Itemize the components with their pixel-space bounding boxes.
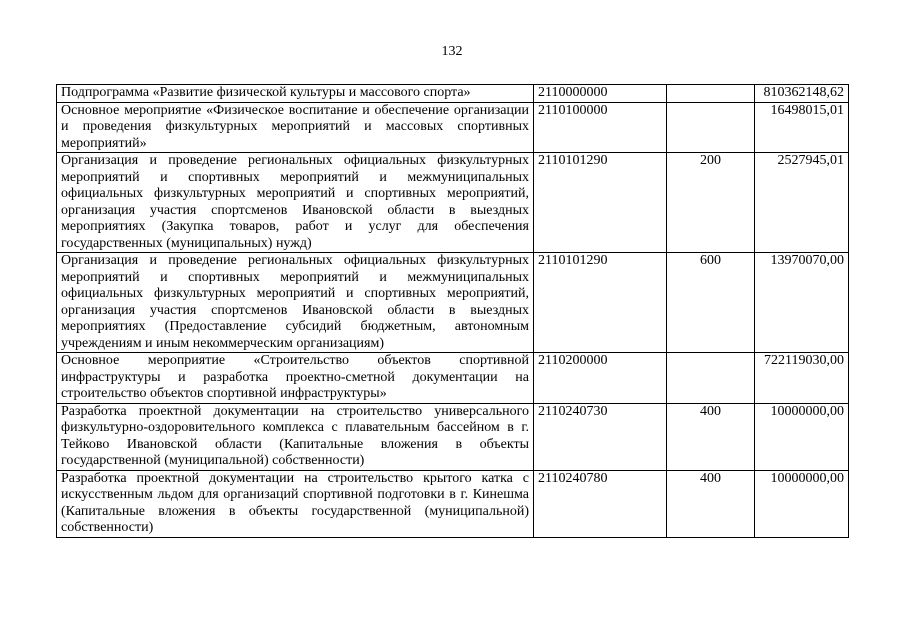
page-number: 132 (441, 44, 463, 59)
row-name: Организация и проведение региональных официальных физкультурных мероприятий и спортивных мероприятий и межмуниципальных официальных физкультурных мероприятий и спортивных мероприятий, организация участия спортсменов Ивановской области в выездных мероприятиях (Предоставление субсидий бюджетным, автономным учреждениям и иным некоммерческим организациям) (57, 253, 534, 353)
row-name: Организация и проведение региональных официальных физкультурных мероприятий и спортивных мероприятий и межмуниципальных официальных физкультурных мероприятий и спортивных мероприятий, организация участия спортсменов Ивановской области в выездных мероприятиях (Закупка товаров, работ и услуг для обеспечения государственных (муниципальных) нужд) (57, 153, 534, 253)
table-row (57, 153, 849, 253)
table-row (57, 85, 849, 103)
row-expense-type: 600 (667, 253, 755, 353)
row-amount: 10000000,00 (755, 403, 849, 470)
row-expense-type: 200 (667, 153, 755, 253)
table-row (57, 470, 849, 537)
row-name: Разработка проектной документации на строительство крытого катка с искусственным льдом для организаций спортивной подготовки в г. Кинешма (Капитальные вложения в объекты государственной (муниципальной) собственности) (57, 470, 534, 537)
row-code: 2110000000 (534, 85, 667, 103)
row-expense-type: 400 (667, 470, 755, 537)
row-name: Разработка проектной документации на строительство универсального физкультурно-оздоровительного комплекса с плавательным бассейном в г. Тейково Ивановской области (Капитальные вложения в объекты государственной (муниципальной) собственности) (57, 403, 534, 470)
table-row (57, 253, 849, 353)
row-amount: 10000000,00 (755, 470, 849, 537)
row-expense-type: 400 (667, 403, 755, 470)
row-code: 2110200000 (534, 353, 667, 404)
row-expense-type (667, 353, 755, 404)
row-amount: 16498015,01 (755, 102, 849, 153)
row-code: 2110101290 (534, 153, 667, 253)
table-row (57, 353, 849, 404)
budget-table (56, 84, 849, 538)
row-code: 2110240780 (534, 470, 667, 537)
row-amount: 2527945,01 (755, 153, 849, 253)
row-expense-type (667, 102, 755, 153)
table-row (57, 102, 849, 153)
row-name: Подпрограмма «Развитие физической культуры и массового спорта» (57, 85, 534, 103)
row-name: Основное мероприятие «Физическое воспитание и обеспечение организации и проведения физкультурных мероприятий и массовых спортивных мероприятий» (57, 102, 534, 153)
row-amount: 13970070,00 (755, 253, 849, 353)
row-amount: 810362148,62 (755, 85, 849, 103)
row-expense-type (667, 85, 755, 103)
row-name: Основное мероприятие «Строительство объектов спортивной инфраструктуры и разработка проектно-сметной документации на строительство объектов спортивной инфраструктуры» (57, 353, 534, 404)
table-row (57, 403, 849, 470)
row-code: 2110101290 (534, 253, 667, 353)
row-code: 2110100000 (534, 102, 667, 153)
row-amount: 722119030,00 (755, 353, 849, 404)
row-code: 2110240730 (534, 403, 667, 470)
